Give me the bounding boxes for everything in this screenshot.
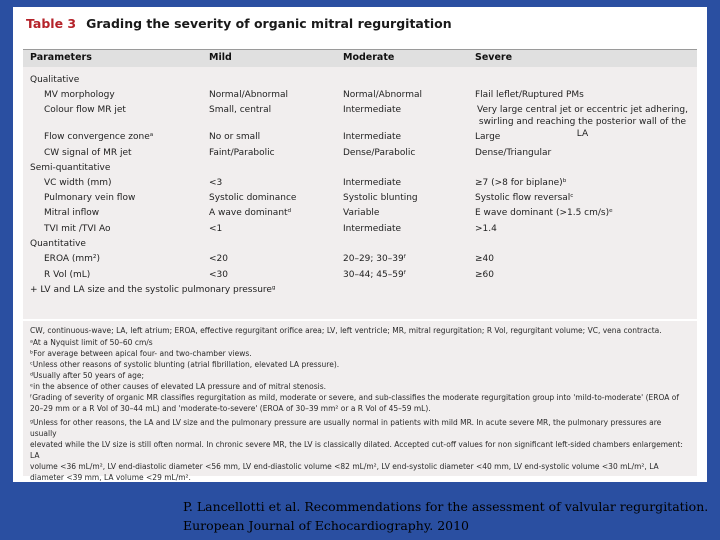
cell-param: + LV and LA size and the systolic pulmonary pressureᵍ [30, 285, 276, 295]
cell-mild: Small, central [209, 105, 272, 115]
cell-param: CW signal of MR jet [44, 148, 132, 158]
cell-mild: <1 [209, 224, 223, 234]
header-moderate: Moderate [343, 52, 395, 63]
cell-moderate: Dense/Parabolic [343, 148, 416, 158]
cell-mild: Systolic dominance [209, 193, 297, 203]
cell-severe: ≥40 [475, 254, 494, 264]
cell-param: Qualitative [30, 75, 80, 85]
cell-param: Pulmonary vein flow [44, 193, 136, 203]
cell-severe: Very large central jet or eccentric jet adhering, swirling and reaching the posterior wall of the LA [477, 105, 688, 139]
header-parameters: Parameters [30, 52, 92, 63]
cell-severe: Large [475, 132, 501, 142]
cell-mild: No or small [209, 132, 261, 142]
footnote: ᵈUsually after 50 years of age; [30, 371, 144, 380]
footnote: CW, continuous-wave; LA, left atrium; EROA, effective regurgitant orifice area; LV, left ventricle; MR, mitral regurgitation; R Vol, regurgitant volume; VC, vena contracta. [30, 326, 662, 335]
cell-mild: <20 [209, 254, 228, 264]
cell-mild: Normal/Abnormal [209, 90, 289, 100]
citation [183, 497, 713, 535]
cell-param: Semi-quantitative [30, 163, 111, 173]
table-title-text: Grading the severity of organic mitral regurgitation [86, 16, 452, 31]
cell-param: VC width (mm) [44, 178, 112, 188]
cell-param: MV morphology [44, 90, 115, 100]
footnote: ᶜUnless other reasons of systolic blunting (atrial fibrillation, elevated LA pressure). [30, 360, 340, 369]
cell-mild: A wave dominantᵈ [209, 208, 292, 218]
cell-param: EROA (mm²) [44, 254, 101, 264]
header-mild: Mild [209, 52, 232, 63]
cell-mild: <30 [209, 270, 228, 280]
table-body [23, 67, 697, 319]
cell-moderate: 30–44; 45–59ᶠ [343, 270, 407, 280]
cell-param: Flow convergence zoneᵃ [44, 132, 154, 142]
cell-moderate: Normal/Abnormal [343, 90, 423, 100]
citation-line-1: P. Lancellotti et al. Recommendations for the assessment of valvular regurgitation. [183, 499, 709, 514]
cell-moderate: Variable [343, 208, 380, 218]
cell-param: Mitral inflow [44, 208, 100, 218]
cell-severe: ≥60 [475, 270, 494, 280]
cell-severe: Systolic flow reversalᶜ [475, 193, 574, 203]
cell-mild: <3 [209, 178, 223, 188]
footnotes [23, 321, 697, 482]
cell-moderate: Intermediate [343, 178, 402, 188]
cell-severe: Flail leflet/Ruptured PMs [475, 90, 584, 100]
footnote: ᵃAt a Nyquist limit of 50–60 cm/s [30, 338, 153, 347]
cell-severe: E wave dominant (>1.5 cm/s)ᵉ [475, 208, 613, 218]
footnote: ᶠGrading of severity of organic MR classifies regurgitation as mild, moderate or severe, and sub-classifies the moderate regurgitation group into 'mild-to-moderate' (EROA of 20–29 mm or a R Vol of 30–44 mL) and 'moderate-to-severe' (EROA of 30–39 mm² or a R Vol of 45–59 mL). [30, 393, 679, 413]
table-title [26, 16, 452, 31]
cell-param: Colour flow MR jet [44, 105, 126, 115]
footnote: ᵇFor average between apical four- and two-chamber views. [30, 349, 252, 358]
footnote: ᵉin the absence of other causes of elevated LA pressure and of mitral stenosis. [30, 382, 327, 391]
cell-severe: Dense/Triangular [475, 148, 552, 158]
cell-moderate: Intermediate [343, 132, 402, 142]
cell-mild: Faint/Parabolic [209, 148, 275, 158]
header-severe: Severe [475, 52, 513, 63]
table-card [13, 7, 707, 482]
table-number: Table 3 [26, 16, 77, 31]
cell-param: Quantitative [30, 239, 86, 249]
table-header-row [23, 49, 697, 68]
cell-moderate: Systolic blunting [343, 193, 418, 203]
cell-moderate: Intermediate [343, 105, 402, 115]
citation-line-2: European Journal of Echocardiography. 2010 [183, 518, 470, 533]
cell-param: R Vol (mL) [44, 270, 91, 280]
cell-moderate: Intermediate [343, 224, 402, 234]
cell-severe: >1.4 [475, 224, 497, 234]
cell-param: TVI mit /TVI Ao [44, 224, 111, 234]
cell-moderate: 20–29; 30–39ᶠ [343, 254, 407, 264]
cell-severe: ≥7 (>8 for biplane)ᵇ [475, 178, 567, 188]
footnote: ᵍUnless for other reasons, the LA and LV size and the pulmonary pressure are usually normal in patients with mild MR. In acute severe MR, the pulmonary pressures are usually elevated while the LV size is still often normal. In chronic severe MR, the LV is classically dilated. Accepted cut-off values for non significant left-sided chambers enlargement: LA volume <36 mL/m², LV end-diastolic diameter <56 mm, LV end-diastolic volume <82 mL/m², LV end-systolic diameter <40 mm, LV end-systolic volume <30 mL/m², LA diameter <39 mm, LA volume <29 mL/m². [30, 418, 683, 482]
